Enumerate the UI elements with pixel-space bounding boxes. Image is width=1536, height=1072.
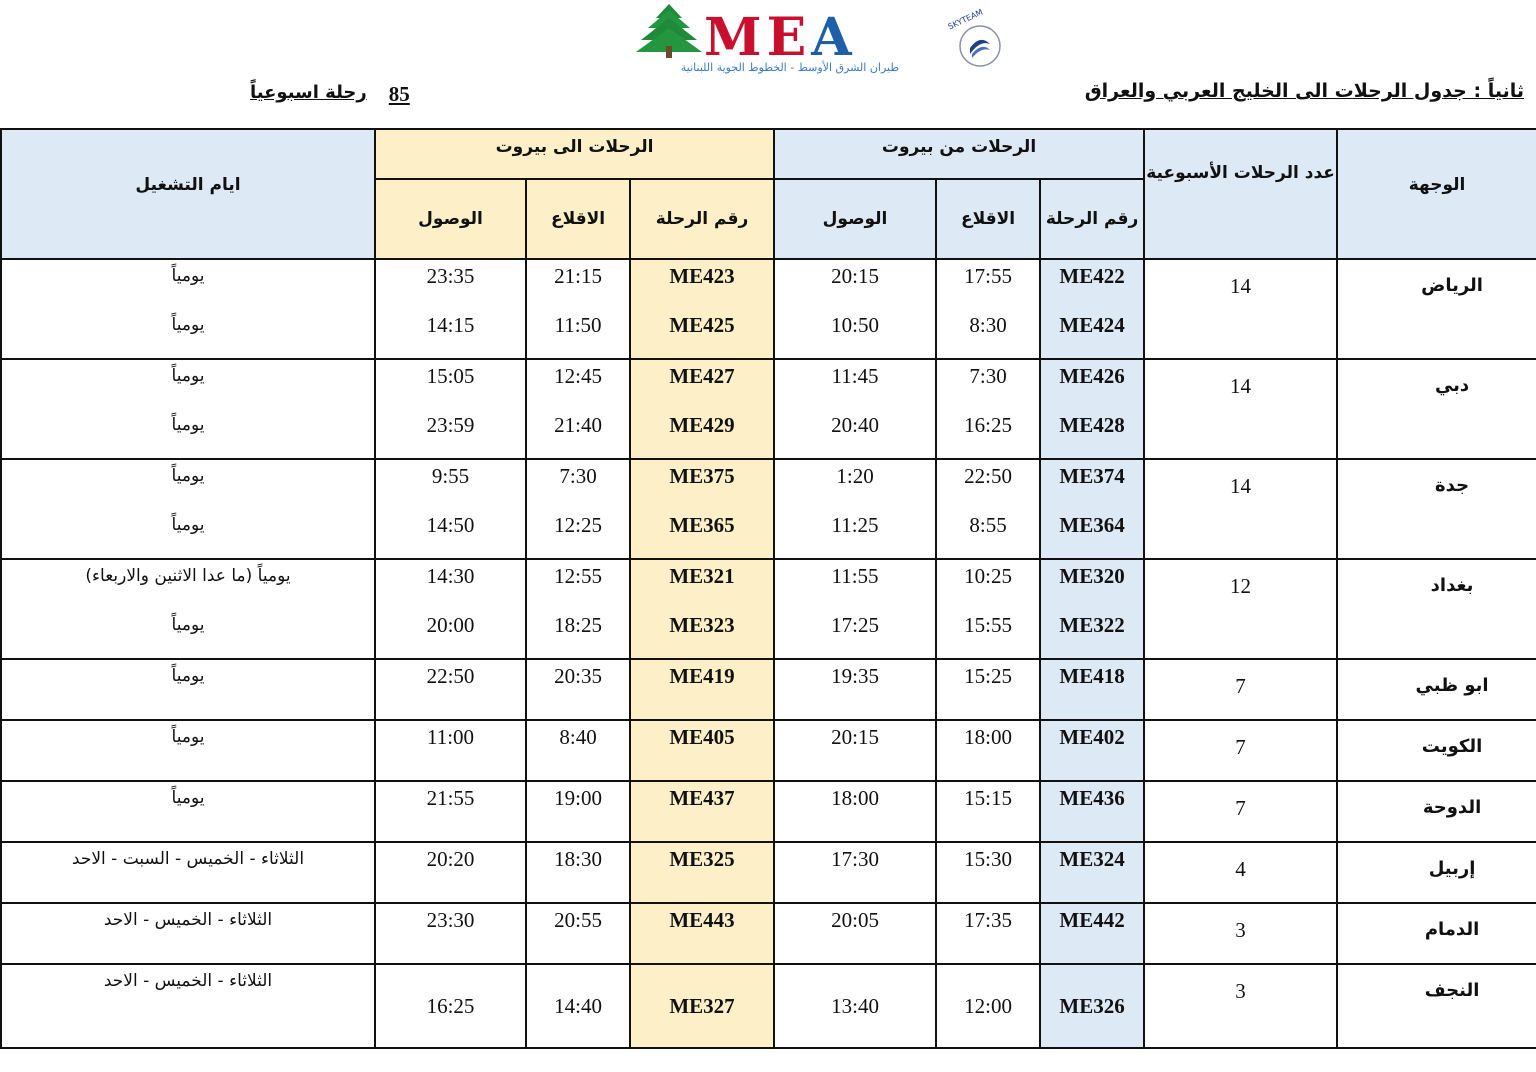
operating-days-cell: يومياً — [1, 459, 375, 509]
outbound-arrival-time: 19:35 — [774, 659, 936, 720]
inbound-arrival-time: 23:59 — [375, 409, 526, 459]
inbound-departure-time: 21:15 — [526, 259, 630, 309]
inbound-departure-time: 12:45 — [526, 359, 630, 409]
inbound-departure-time: 20:55 — [526, 903, 630, 964]
operating-days-cell: الثلاثاء - الخميس - الاحد — [1, 903, 375, 964]
outbound-flight-number: ME422 — [1040, 259, 1144, 309]
inbound-arrival-time: 20:20 — [375, 842, 526, 903]
inbound-flight-number: ME323 — [630, 609, 774, 659]
weekly-count-cell: 4 — [1144, 842, 1337, 903]
header-out-arrival: الوصول — [774, 179, 936, 259]
svg-text:SKYTEAM: SKYTEAM — [946, 8, 985, 32]
operating-days-cell: يومياً — [1, 259, 375, 309]
outbound-flight-number: ME402 — [1040, 720, 1144, 781]
inbound-arrival-time: 21:55 — [375, 781, 526, 842]
destination-cell: بغداد — [1337, 559, 1536, 659]
weekly-count-cell: 14 — [1144, 459, 1337, 559]
brand-wordmark: MEA — [704, 7, 857, 68]
outbound-arrival-time: 20:40 — [774, 409, 936, 459]
outbound-arrival-time: 11:55 — [774, 559, 936, 609]
inbound-arrival-time: 22:50 — [375, 659, 526, 720]
outbound-departure-time: 15:55 — [936, 609, 1040, 659]
inbound-arrival-time: 16:25 — [375, 964, 526, 1048]
destination-cell: الرياض — [1337, 259, 1536, 359]
outbound-flight-number: ME426 — [1040, 359, 1144, 409]
outbound-departure-time: 16:25 — [936, 409, 1040, 459]
outbound-arrival-time: 17:25 — [774, 609, 936, 659]
inbound-flight-number: ME405 — [630, 720, 774, 781]
schedule-row — [1, 659, 1536, 720]
outbound-departure-time: 15:25 — [936, 659, 1040, 720]
header-in-flight-no: رقم الرحلة — [630, 179, 774, 259]
outbound-flight-number: ME428 — [1040, 409, 1144, 459]
inbound-departure-time: 7:30 — [526, 459, 630, 509]
inbound-arrival-time: 20:00 — [375, 609, 526, 659]
skyteam-logo-icon — [946, 8, 1010, 72]
destination-cell: الدوحة — [1337, 781, 1536, 842]
header-weekly-flights: عدد الرحلات الأسبوعية — [1144, 129, 1337, 259]
outbound-arrival-time: 17:30 — [774, 842, 936, 903]
outbound-departure-time: 15:30 — [936, 842, 1040, 903]
inbound-departure-time: 19:00 — [526, 781, 630, 842]
destination-cell: ابو ظبي — [1337, 659, 1536, 720]
inbound-departure-time: 12:55 — [526, 559, 630, 609]
inbound-flight-number: ME425 — [630, 309, 774, 359]
weekly-count-cell: 7 — [1144, 659, 1337, 720]
header-in-departure: الاقلاع — [526, 179, 630, 259]
header-from-beirut: الرحلات من بيروت — [774, 129, 1144, 179]
schedule-row — [1, 359, 1536, 409]
inbound-arrival-time: 9:55 — [375, 459, 526, 509]
inbound-flight-number: ME419 — [630, 659, 774, 720]
brand-arabic-name: طيران الشرق الأوسط - الخطوط الجوية اللبنانية — [680, 61, 900, 74]
inbound-flight-number: ME325 — [630, 842, 774, 903]
inbound-arrival-time: 23:35 — [375, 259, 526, 309]
outbound-departure-time: 8:30 — [936, 309, 1040, 359]
page-title: ثانياً : جدول الرحلات الى الخليج العربي والعراق — [1084, 80, 1524, 102]
schedule-row — [1, 559, 1536, 609]
header-operating-days: ايام التشغيل — [1, 129, 375, 259]
header-destination: الوجهة — [1337, 129, 1536, 259]
inbound-departure-time: 8:40 — [526, 720, 630, 781]
inbound-departure-time: 21:40 — [526, 409, 630, 459]
outbound-flight-number: ME418 — [1040, 659, 1144, 720]
outbound-flight-number: ME320 — [1040, 559, 1144, 609]
mea-logo — [636, 2, 1016, 82]
inbound-flight-number: ME327 — [630, 964, 774, 1048]
outbound-arrival-time: 20:15 — [774, 720, 936, 781]
operating-days-cell: يومياً — [1, 609, 375, 659]
inbound-flight-number: ME365 — [630, 509, 774, 559]
flight-schedule-table — [0, 128, 1536, 1049]
operating-days-cell: الثلاثاء - الخميس - الاحد — [1, 964, 375, 1048]
outbound-departure-time: 8:55 — [936, 509, 1040, 559]
outbound-arrival-time: 1:20 — [774, 459, 936, 509]
outbound-flight-number: ME374 — [1040, 459, 1144, 509]
schedule-row — [1, 964, 1536, 1048]
outbound-departure-time: 12:00 — [936, 964, 1040, 1048]
weekly-count-cell: 3 — [1144, 903, 1337, 964]
operating-days-cell: يومياً — [1, 720, 375, 781]
schedule-row — [1, 842, 1536, 903]
inbound-flight-number: ME443 — [630, 903, 774, 964]
schedule-body — [1, 259, 1536, 1048]
header-out-departure: الاقلاع — [936, 179, 1040, 259]
outbound-departure-time: 15:15 — [936, 781, 1040, 842]
outbound-flight-number: ME322 — [1040, 609, 1144, 659]
weekly-count-cell: 14 — [1144, 359, 1337, 459]
operating-days-cell: يومياً — [1, 359, 375, 409]
weekly-count-cell: 14 — [1144, 259, 1337, 359]
destination-cell: الكويت — [1337, 720, 1536, 781]
weekly-total-value: 85 — [388, 82, 410, 106]
operating-days-cell: يومياً — [1, 409, 375, 459]
outbound-arrival-time: 20:15 — [774, 259, 936, 309]
schedule-row — [1, 459, 1536, 509]
outbound-arrival-time: 11:25 — [774, 509, 936, 559]
operating-days-cell: يومياً — [1, 509, 375, 559]
inbound-departure-time: 14:40 — [526, 964, 630, 1048]
outbound-flight-number: ME326 — [1040, 964, 1144, 1048]
destination-cell: الدمام — [1337, 903, 1536, 964]
outbound-flight-number: ME436 — [1040, 781, 1144, 842]
header-to-beirut: الرحلات الى بيروت — [375, 129, 774, 179]
inbound-arrival-time: 15:05 — [375, 359, 526, 409]
outbound-departure-time: 22:50 — [936, 459, 1040, 509]
outbound-departure-time: 18:00 — [936, 720, 1040, 781]
inbound-flight-number: ME321 — [630, 559, 774, 609]
destination-cell: النجف — [1337, 964, 1536, 1048]
inbound-flight-number: ME437 — [630, 781, 774, 842]
inbound-arrival-time: 11:00 — [375, 720, 526, 781]
operating-days-cell: يومياً (ما عدا الاثنين والاربعاء) — [1, 559, 375, 609]
weekly-total-label: رحلة اسبوعياً — [250, 82, 367, 103]
weekly-total — [250, 82, 410, 107]
inbound-flight-number: ME423 — [630, 259, 774, 309]
outbound-arrival-time: 11:45 — [774, 359, 936, 409]
operating-days-cell: الثلاثاء - الخميس - السبت - الاحد — [1, 842, 375, 903]
inbound-flight-number: ME427 — [630, 359, 774, 409]
outbound-departure-time: 7:30 — [936, 359, 1040, 409]
weekly-count-cell: 12 — [1144, 559, 1337, 659]
outbound-departure-time: 10:25 — [936, 559, 1040, 609]
inbound-departure-time: 20:35 — [526, 659, 630, 720]
destination-cell: جدة — [1337, 459, 1536, 559]
outbound-departure-time: 17:55 — [936, 259, 1040, 309]
weekly-count-cell: 7 — [1144, 781, 1337, 842]
header-out-flight-no: رقم الرحلة — [1040, 179, 1144, 259]
outbound-flight-number: ME364 — [1040, 509, 1144, 559]
operating-days-cell: يومياً — [1, 309, 375, 359]
outbound-arrival-time: 18:00 — [774, 781, 936, 842]
schedule-row — [1, 720, 1536, 781]
inbound-departure-time: 11:50 — [526, 309, 630, 359]
inbound-arrival-time: 14:50 — [375, 509, 526, 559]
destination-cell: إربيل — [1337, 842, 1536, 903]
schedule-row — [1, 259, 1536, 309]
outbound-arrival-time: 20:05 — [774, 903, 936, 964]
outbound-flight-number: ME424 — [1040, 309, 1144, 359]
inbound-arrival-time: 14:15 — [375, 309, 526, 359]
inbound-arrival-time: 23:30 — [375, 903, 526, 964]
cedar-tree-icon — [636, 2, 702, 60]
inbound-departure-time: 18:25 — [526, 609, 630, 659]
inbound-flight-number: ME429 — [630, 409, 774, 459]
outbound-flight-number: ME324 — [1040, 842, 1144, 903]
destination-cell: دبي — [1337, 359, 1536, 459]
operating-days-cell: يومياً — [1, 659, 375, 720]
inbound-arrival-time: 14:30 — [375, 559, 526, 609]
outbound-arrival-time: 13:40 — [774, 964, 936, 1048]
operating-days-cell: يومياً — [1, 781, 375, 842]
schedule-row — [1, 903, 1536, 964]
weekly-count-cell: 7 — [1144, 720, 1337, 781]
outbound-arrival-time: 10:50 — [774, 309, 936, 359]
inbound-departure-time: 12:25 — [526, 509, 630, 559]
inbound-flight-number: ME375 — [630, 459, 774, 509]
outbound-departure-time: 17:35 — [936, 903, 1040, 964]
schedule-row — [1, 781, 1536, 842]
outbound-flight-number: ME442 — [1040, 903, 1144, 964]
inbound-departure-time: 18:30 — [526, 842, 630, 903]
header-in-arrival: الوصول — [375, 179, 526, 259]
weekly-count-cell: 3 — [1144, 964, 1337, 1048]
